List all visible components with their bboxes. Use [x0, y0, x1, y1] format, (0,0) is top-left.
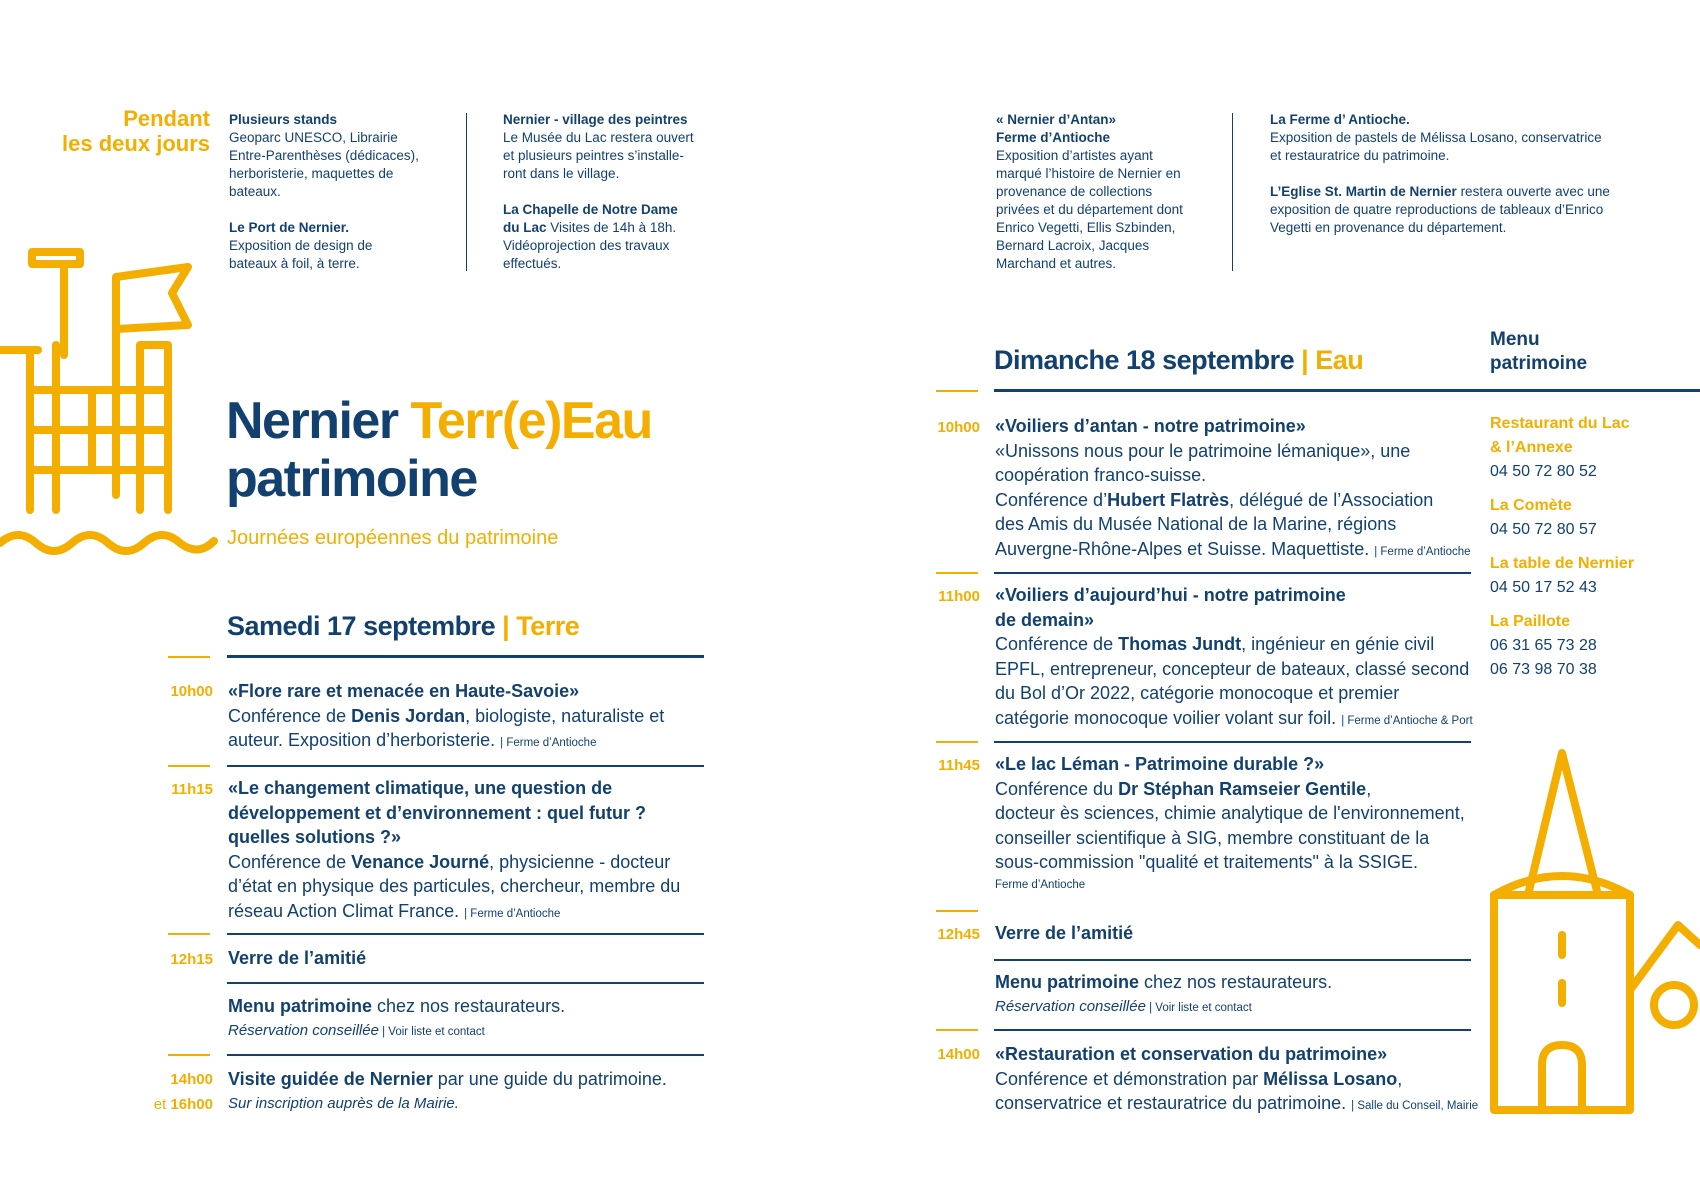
antan-text-6: Bernard Lacroix, Jacques — [996, 238, 1150, 253]
event-text: Conférence de — [995, 634, 1119, 654]
event-location: | Salle du Conseil, Mairie — [1351, 1100, 1479, 1112]
event-time: 12h15 — [170, 951, 213, 968]
subtitle: Journées européennes du patrimoine — [227, 527, 559, 549]
sat-event-3 — [228, 946, 366, 971]
event-text: auteur. Exposition d’herboristerie. — [228, 730, 501, 750]
event-time: 14h00 — [937, 1046, 980, 1063]
restaurant-phone: 04 50 72 80 52 — [1490, 463, 1597, 480]
event-title-2: de demain» — [995, 609, 1095, 630]
event-text: «Unissons nous pour le patrimoine lémanique», une — [995, 440, 1411, 461]
sunday-theme: Eau — [1308, 345, 1364, 375]
divider — [994, 741, 1471, 743]
restaurant-phone: 04 50 17 52 43 — [1490, 579, 1597, 596]
sunday-day: Dimanche 18 septembre — [994, 345, 1302, 375]
chapel-text-2: effectués. — [503, 256, 562, 271]
event-location: | Ferme d’Antioche — [1374, 545, 1471, 558]
event-title: «Le lac Léman - Patrimoine durable ?» — [995, 754, 1325, 774]
antioche-text-2: et restauratrice du patrimoine. — [1270, 148, 1450, 163]
painters-column — [503, 111, 733, 273]
antioche-heading: La Ferme d’ Antioche. — [1270, 112, 1410, 127]
church-illustration — [1480, 745, 1700, 1115]
menu-text: chez nos restaurateurs. — [372, 996, 566, 1016]
sun-event-6 — [995, 1042, 1485, 1119]
antan-text-7: Marchand et autres. — [996, 256, 1117, 271]
restaurant-name: La table de Nernier — [1490, 555, 1635, 572]
event-text: Conférence du — [995, 778, 1119, 799]
divider — [227, 765, 704, 767]
menu-heading — [1490, 328, 1587, 376]
speaker-name: Dr Stéphan Ramseier Gentile — [1118, 778, 1367, 799]
event-time: 11h45 — [938, 757, 980, 774]
event-title: «Voiliers d’antan - notre patrimoine» — [995, 416, 1306, 436]
eglise-text-1: exposition de quatre reproductions de tableaux d’Enrico — [1270, 202, 1604, 217]
speaker-name: Venance Journé — [351, 851, 490, 872]
stands-text-4: bateaux. — [229, 184, 281, 199]
sat-menu — [228, 994, 565, 1044]
tick — [168, 933, 210, 935]
painters-text-3: ront dans le village. — [503, 166, 620, 181]
antan-text-1: Exposition d’artistes ayant — [996, 148, 1153, 163]
event-time: 14h00 — [170, 1071, 213, 1088]
divider — [994, 1029, 1471, 1031]
both-days-title-line2: les deux jours — [62, 131, 210, 156]
painters-text-2: et plusieurs peintres s’installe- — [503, 148, 684, 163]
divider — [994, 959, 1471, 961]
event-time: 11h00 — [938, 588, 980, 605]
event-text: Conférence et démonstration par — [995, 1068, 1264, 1089]
antioche-text-1: Exposition de pastels de Mélissa Losano, conservatrice — [1270, 130, 1602, 145]
title-terreeau: Terr(e)Eau — [410, 392, 652, 450]
event-title-1: «Le changement climatique, une question de — [228, 778, 613, 798]
eglise-text-2: Vegetti en provenance du département. — [1270, 220, 1507, 235]
event-text: conservatrice et restauratrice du patrimoine. — [995, 1093, 1352, 1113]
antan-subheading: Ferme d’Antioche — [996, 130, 1111, 145]
event-text: , biologiste, naturaliste et — [465, 705, 665, 726]
event-text: des Amis du Musée National de la Marine, régions — [995, 514, 1397, 534]
menu-heading-2: patrimoine — [1490, 353, 1588, 374]
reservation-note: Réservation conseillée — [228, 1021, 379, 1039]
stands-text-2: Entre-Parenthèses (dédicaces), — [229, 148, 419, 163]
painters-heading: Nernier - village des peintres — [503, 112, 688, 127]
harbor-flag-illustration — [0, 245, 220, 565]
speaker-name: Hubert Flatrès — [1107, 489, 1230, 510]
event-title: Verre de l’amitié — [995, 923, 1134, 943]
event-text: , — [1366, 778, 1372, 799]
title-nernier: Nernier — [226, 392, 411, 450]
event-time-2 — [130, 1096, 213, 1113]
sun-event-4 — [995, 921, 1133, 946]
speaker-name: Mélissa Losano — [1263, 1068, 1398, 1089]
tick — [936, 910, 978, 912]
eglise-heading: L’Eglise St. Martin de Nernier — [1270, 184, 1457, 199]
restaurant-name-2: & l’Annexe — [1490, 439, 1573, 456]
antan-text-5: Enrico Vegetti, Ellis Szbinden, — [996, 220, 1176, 235]
event-text: d’état en physique des particules, chercheur, membre du — [228, 876, 681, 896]
event-time: 10h00 — [937, 419, 980, 436]
stands-column — [229, 111, 444, 273]
antan-heading: « Nernier d’Antan» — [996, 112, 1117, 127]
event-text: Auvergne-Rhône-Alpes et Suisse. Maquettiste. — [995, 538, 1375, 559]
chapel-heading-2: du Lac — [503, 220, 547, 235]
both-days-title-line1: Pendant — [123, 106, 210, 131]
event-title-1: «Voiliers d’aujourd’hui - notre patrimoine — [995, 585, 1346, 605]
menu-heading-1: Menu — [1490, 329, 1540, 350]
divider — [994, 572, 1471, 574]
restaurant-phone: 06 73 98 70 38 — [1490, 661, 1597, 678]
title-patrimoine: patrimoine — [226, 450, 477, 508]
stands-text-1: Geoparc UNESCO, Librairie — [229, 130, 398, 145]
reservation-link: | Voir liste et contact — [1145, 1001, 1252, 1014]
event-text: docteur ès sciences, chimie analytique de l'environnement, — [995, 803, 1465, 823]
event-title-rest: par une guide du patrimoine. — [432, 1069, 667, 1089]
eglise-line — [1270, 183, 1670, 201]
speaker-name: Thomas Jundt — [1118, 634, 1242, 654]
chapel-heading: La Chapelle de Notre Dame — [503, 202, 678, 217]
event-text: Conférence d’ — [995, 489, 1108, 510]
event-text: Conférence de — [228, 705, 352, 726]
restaurant-phone: 06 31 65 73 28 — [1490, 637, 1597, 654]
tick — [936, 1029, 978, 1031]
time-and: et — [153, 1096, 171, 1113]
event-text: sous-commission "qualité et traitements" à la SSIGE. — [995, 852, 1418, 872]
antan-text-3: provenance de collections — [996, 184, 1153, 199]
main-title — [226, 392, 652, 508]
sun-event-2 — [995, 583, 1485, 733]
chapel-text-1: Vidéoprojection des travaux — [503, 238, 670, 253]
divider — [227, 1054, 704, 1056]
event-title: Verre de l’amitié — [228, 948, 367, 968]
port-heading: Le Port de Nernier. — [229, 220, 350, 235]
menu-label: Menu patrimoine — [228, 996, 373, 1016]
event-title: «Restauration et conservation du patrimoine» — [995, 1044, 1388, 1064]
event-time: 10h00 — [170, 683, 213, 700]
event-text: du Bol d’Or 2022, catégorie monocoque et premier — [995, 683, 1400, 703]
time-second: 16h00 — [170, 1096, 213, 1113]
restaurant-name: La Comète — [1490, 497, 1572, 514]
event-text: , — [1397, 1068, 1403, 1089]
column-divider — [466, 113, 467, 271]
reservation-note: Réservation conseillée — [995, 997, 1146, 1015]
event-location: | Ferme d’Antioche — [500, 737, 597, 749]
antan-text-2: marqué l’histoire de Nernier en — [996, 166, 1181, 181]
column-divider-right — [1232, 113, 1233, 271]
sun-event-3 — [995, 752, 1485, 895]
tick — [168, 656, 210, 658]
antan-text-4: privées et du département dont — [996, 202, 1183, 217]
sun-menu — [995, 970, 1332, 1020]
restaurant-name: Restaurant du Lac — [1490, 415, 1630, 432]
sat-event-5 — [228, 1067, 708, 1116]
sunday-sep: | — [1301, 345, 1309, 375]
stands-heading: Plusieurs stands — [229, 112, 338, 127]
tick — [936, 390, 978, 392]
event-time: 11h15 — [171, 781, 213, 798]
divider — [227, 982, 704, 984]
event-text: réseau Action Climat France. — [228, 900, 465, 921]
event-title: Visite guidée de Nernier — [228, 1069, 433, 1089]
event-text: coopération franco-suisse. — [995, 465, 1207, 485]
event-text: , ingénieur en génie civil — [1241, 634, 1435, 654]
event-text: conseiller scientifique à SIG, membre constituant de la — [995, 827, 1430, 848]
sun-event-1 — [995, 414, 1475, 564]
event-text: , physicienne - docteur — [489, 851, 671, 872]
sunday-heading — [994, 345, 1363, 376]
saturday-theme: Terre — [509, 611, 580, 641]
antioche-column — [1270, 111, 1670, 237]
event-location: | Ferme d’Antioche & Port — [1341, 714, 1473, 727]
event-title-2: développement et d’environnement : quel futur ? — [228, 802, 647, 823]
port-text-2: bateaux à foil, à terre. — [229, 256, 360, 271]
event-location: Ferme d’Antioche — [995, 878, 1086, 891]
tick — [936, 572, 978, 574]
sat-event-1 — [228, 679, 708, 756]
tick — [168, 765, 210, 767]
restaurant-phone: 04 50 72 80 57 — [1490, 521, 1597, 538]
eglise-text-a: restera ouverte avec une — [1456, 184, 1610, 199]
speaker-name: Denis Jordan — [351, 705, 466, 726]
reservation-link: | Voir liste et contact — [378, 1025, 485, 1038]
divider — [227, 933, 704, 935]
saturday-rule — [227, 655, 704, 658]
saturday-sep: | — [502, 611, 510, 641]
restaurant-name: La Paillote — [1490, 613, 1571, 630]
stands-text-3: herboristerie, maquettes de — [229, 166, 394, 181]
tick — [168, 1054, 210, 1056]
menu-text: chez nos restaurateurs. — [1139, 972, 1333, 992]
menu-label: Menu patrimoine — [995, 972, 1140, 992]
event-text: Conférence de — [228, 851, 352, 872]
restaurant-list — [1490, 412, 1634, 682]
antan-column — [996, 111, 1216, 273]
event-title-3: quelles solutions ?» — [228, 827, 402, 847]
event-text: EPFL, entrepreneur, concepteur de bateaux, classé second — [995, 658, 1470, 679]
saturday-day: Samedi 17 septembre — [227, 611, 503, 641]
saturday-heading — [227, 611, 579, 642]
event-location: | Ferme d’Antioche — [464, 907, 561, 920]
chapel-line — [503, 219, 733, 237]
event-time: 12h45 — [937, 926, 980, 943]
event-text: , délégué de l’Association — [1229, 489, 1434, 510]
chapel-hours: Visites de 14h à 18h. — [546, 220, 677, 235]
tick — [936, 741, 978, 743]
event-title: «Flore rare et menacée en Haute-Savoie» — [228, 681, 580, 701]
sat-event-2 — [228, 776, 718, 926]
port-text-1: Exposition de design de — [229, 238, 373, 253]
painters-text-1: Le Musée du Lac restera ouvert — [503, 130, 694, 145]
event-subtext: Sur inscription auprès de la Mairie. — [228, 1094, 459, 1112]
event-text: catégorie monocoque voilier volant sur foil. — [995, 707, 1342, 728]
both-days-title — [30, 106, 210, 156]
sunday-rule — [994, 389, 1700, 392]
